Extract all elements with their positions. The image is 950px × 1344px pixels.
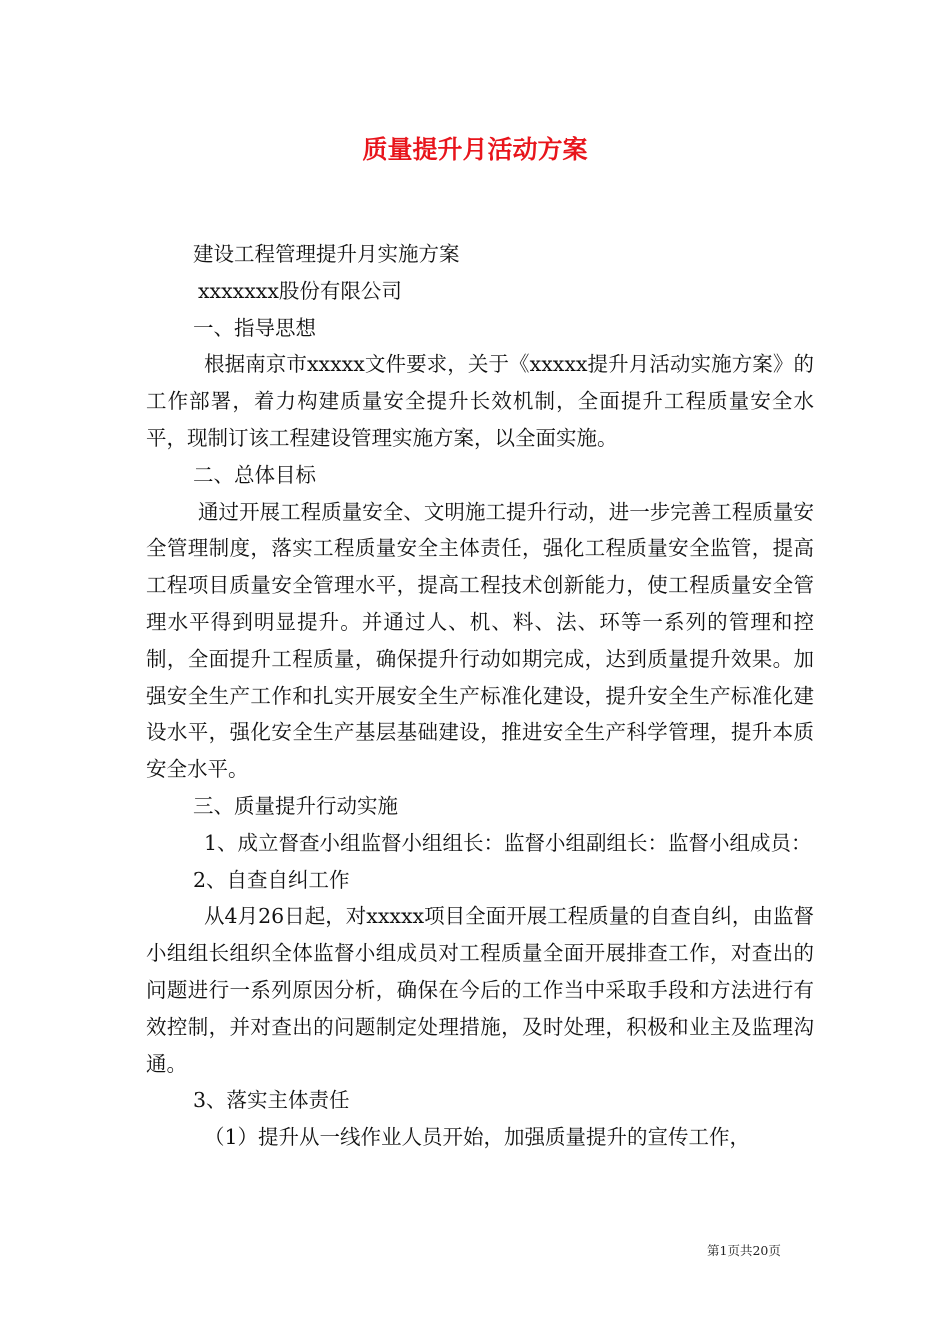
subheading-self-inspection: 2、自查自纠工作 <box>193 867 350 892</box>
page-number-footer: 第1页共20页 <box>707 1243 781 1258</box>
document-body <box>146 236 814 1156</box>
section-heading-implementation: 三、质量提升行动实施 <box>193 793 398 818</box>
paragraph-responsibility-1: （1）提升从一线作业人员开始，加强质量提升的宣传工作， <box>204 1125 751 1150</box>
section-heading-overall-goal: 二、总体目标 <box>193 462 316 487</box>
paragraph-guiding-ideology: 根据南京市xxxxx文件要求，关于《xxxxx提升月活动实施方案》的工作部署，着力构建质量安全提升长效机制，全面提升工程质量安全水平，现制订该工程建设管理实施方案，以全面实施。 <box>146 352 814 450</box>
section-heading-guiding-ideology: 一、指导思想 <box>193 315 316 340</box>
paragraph-subtitle: 建设工程管理提升月实施方案 <box>193 242 460 266</box>
paragraph-overall-goal: 通过开展工程质量安全、文明施工提升行动，进一步完善工程质量安全管理制度，落实工程质量安全主体责任，强化工程质量安全监管，提高工程项目质量安全管理水平，提高工程技术创新能力，使工程质量安全管理水平得到明显提升。并通过人、机、料、法、环等一系列的管理和控制，全面提升工程质量，确保提升行动如期完成，达到质量提升效果。加强安全生产工作和扎实开展安全生产标准化建设，提升安全生产标准化建设水平，强化安全生产基层基础建设，推进安全生产科学管理，提升本质安全水平。 <box>146 499 814 782</box>
document-title: 质量提升月活动方案 <box>362 135 588 164</box>
paragraph-supervision-group: 1、成立督查小组监督小组组长：监督小组副组长：监督小组成员： <box>204 830 812 855</box>
paragraph-self-inspection: 从4月26日起，对xxxxx项目全面开展工程质量的自查自纠，由监督小组组长组织全体监督小组成员对工程质量全面开展排查工作，对查出的问题进行一系列原因分析，确保在今后的工作当中采取手段和方法进行有效控制，并对查出的问题制定处理措施，及时处理，积极和业主及监理沟通。 <box>146 904 814 1076</box>
paragraph-company: xxxxxxx股份有限公司 <box>198 278 402 303</box>
subheading-responsibility: 3、落实主体责任 <box>193 1088 350 1113</box>
